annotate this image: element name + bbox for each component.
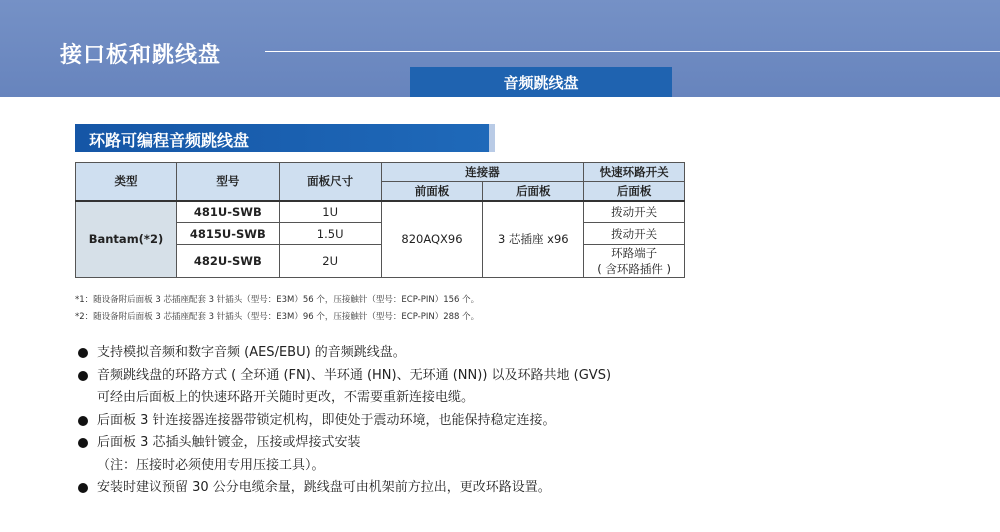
feature-continuation: （注：压接时必须使用专用压接工具）。 — [97, 457, 325, 473]
header-front-panel: 前面板 — [381, 182, 483, 201]
size-cell: 1U — [279, 201, 381, 223]
header-type: 类型 — [76, 163, 177, 201]
page-title: 接口板和跳线盘 — [60, 43, 222, 68]
footnote: *1：随设备附后面板 3 芯插座配套 3 针插头（型号：E3M）56 个，压接触针（型号：ECP-PIN）156 个。 — [75, 295, 480, 305]
bullet-icon — [78, 371, 88, 381]
switch-cell: 环路端子 — [584, 245, 685, 262]
size-cell: 1.5U — [279, 223, 381, 245]
bullet-icon — [78, 483, 88, 493]
bullet-icon — [78, 438, 88, 448]
feature-text: 支持模拟音频和数字音频 (AES/EBU) 的音频跳线盘。 — [97, 345, 406, 360]
feature-text: 后面板 3 针连接器连接器带锁定机构，即使处于震动环境，也能保持稳定连接。 — [97, 412, 556, 428]
footnotes — [75, 292, 479, 326]
type-cell: Bantam(*2) — [76, 201, 177, 278]
switch-cell: 拨动开关 — [584, 223, 685, 245]
size-cell: 2U — [279, 245, 381, 278]
header-model: 型号 — [176, 163, 279, 201]
switch-cell-extra: ( 含环路插件 ) — [584, 261, 685, 278]
list-item — [75, 365, 611, 388]
model-cell: 481U-SWB — [176, 201, 279, 223]
footnote: *2：随设备附后面板 3 芯插座配套 3 针插头（型号：E3M）96 个，压接触针（型号：ECP-PIN）288 个。 — [75, 312, 480, 322]
list-item — [75, 342, 611, 365]
list-item — [75, 410, 611, 433]
model-cell: 482U-SWB — [176, 245, 279, 278]
section-header — [75, 124, 495, 152]
bullet-icon — [78, 416, 88, 426]
feature-continuation: 可经由后面板上的快速环路开关随时更改，不需要重新连接电缆。 — [97, 390, 475, 405]
header-quick-switch: 快速环路开关 — [584, 163, 685, 182]
feature-text: 音频跳线盘的环路方式 ( 全环通 (FN)、半环通 (HN)、无环通 (NN)) 以及环路共地 (GVS) — [97, 367, 612, 383]
feature-list — [75, 342, 611, 500]
front-connector-cell: 820AQX96 — [381, 201, 483, 278]
model-cell: 4815U-SWB — [176, 223, 279, 245]
list-item — [75, 432, 611, 455]
rear-connector-cell: 3 芯插座 x96 — [483, 201, 584, 278]
bullet-icon — [78, 348, 88, 358]
section-title: 环路可编程音频跳线盘 — [89, 131, 250, 150]
header-switch-rear-panel: 后面板 — [584, 182, 685, 201]
list-item — [75, 477, 611, 500]
header-divider — [265, 51, 1000, 52]
feature-text: 安装时建议预留 30 公分电缆余量，跳线盘可由机架前方拉出，更改环路设置。 — [97, 480, 551, 495]
header-band — [0, 0, 1000, 97]
header-connector: 连接器 — [381, 163, 584, 182]
spec-table — [75, 162, 685, 278]
table-row — [76, 201, 685, 223]
feature-text: 后面板 3 芯插头触针镀金，压接或焊接式安装 — [97, 435, 361, 450]
switch-cell: 拨动开关 — [584, 201, 685, 223]
category-label: 音频跳线盘 — [410, 67, 672, 97]
header-panel-size: 面板尺寸 — [279, 163, 381, 201]
header-rear-panel: 后面板 — [483, 182, 584, 201]
